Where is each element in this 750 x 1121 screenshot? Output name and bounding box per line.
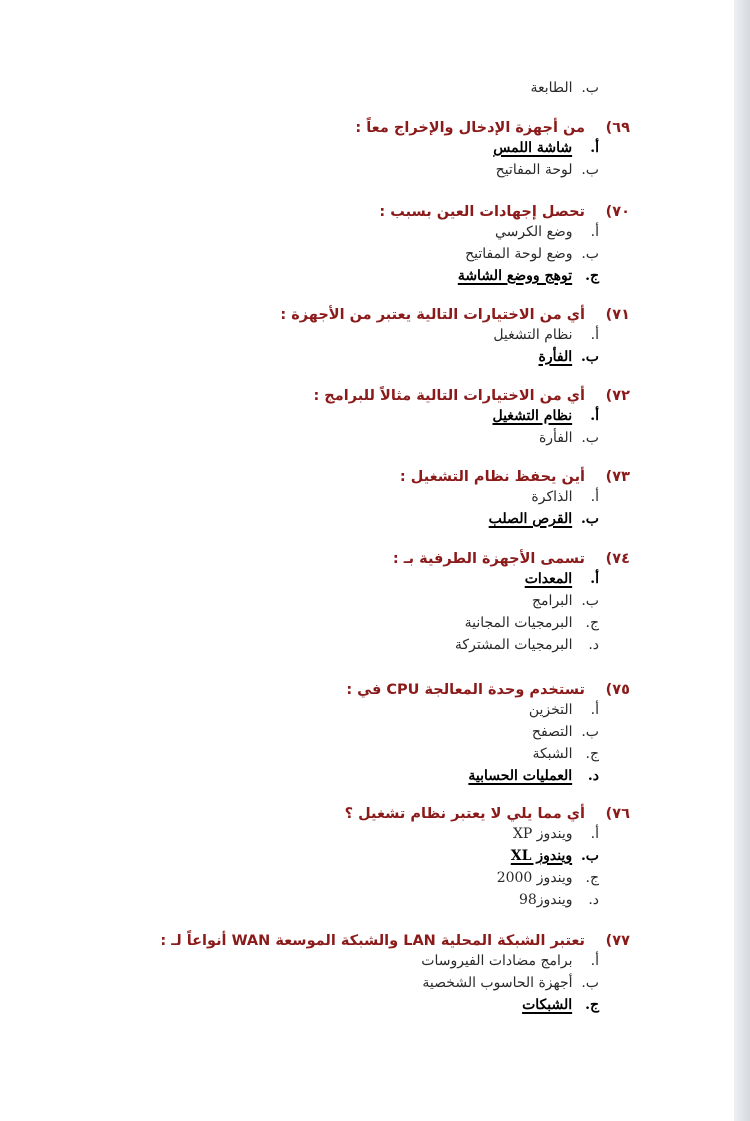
option: [421, 952, 599, 970]
option-text: ويندوز98: [518, 892, 573, 908]
option-text: شاشة اللمس: [493, 140, 573, 156]
question-heading: [345, 805, 630, 823]
option-text: لوحة المفاتيح: [495, 162, 573, 178]
option-letter: ج.: [585, 615, 599, 631]
option-text: برامج مضادات الفيروسات: [421, 953, 573, 969]
question-number: ٦٩): [605, 120, 630, 136]
question-number: ٧٧): [605, 933, 630, 949]
answer-option: [458, 267, 599, 285]
option-text: وضع لوحة المفاتيح: [465, 246, 573, 262]
answer-option: [492, 407, 599, 425]
answer-option: [511, 847, 599, 865]
question-heading: [346, 681, 630, 699]
answer-option: [525, 570, 599, 588]
option: [493, 326, 599, 344]
question-number: ٧٦): [605, 806, 630, 822]
option-letter: أ.: [590, 571, 599, 587]
option-text: الشبكة: [532, 746, 573, 762]
option-text: ويندوز XL: [510, 848, 573, 864]
question-text: تستخدم وحدة المعالجة CPU في :: [346, 682, 585, 698]
option-letter: ب.: [581, 162, 599, 178]
option-letter: ج.: [585, 746, 599, 762]
option-letter: أ.: [590, 408, 599, 424]
option-letter: ب.: [581, 975, 599, 991]
option: [529, 701, 599, 719]
option: [531, 488, 599, 506]
option-text: توهج ووضع الشاشة: [457, 268, 573, 284]
option-text: الفأرة: [538, 430, 573, 446]
option-letter: ب.: [580, 511, 599, 527]
option-letter: ب.: [581, 246, 599, 262]
answer-option: [539, 348, 599, 366]
question-number: ٧٤): [605, 551, 630, 567]
option-text: الشبكات: [522, 997, 573, 1013]
question-heading: [280, 306, 630, 324]
option-letter: أ.: [590, 489, 599, 505]
option: [465, 614, 599, 632]
question-text: أي مما يلي لا يعتبر نظام تشغيل ؟: [344, 806, 585, 822]
option: [532, 723, 599, 741]
option-text: التصفح: [531, 724, 573, 740]
question-text: أي من الاختيارات التالية يعتبر من الأجهزة :: [280, 307, 585, 323]
question-heading: [400, 468, 630, 486]
option-text: البرمجيات المشتركة: [454, 637, 573, 653]
option: [422, 974, 599, 992]
option-text: الطابعة: [530, 80, 573, 96]
option-letter: أ.: [590, 953, 599, 969]
option-text: العمليات الحسابية: [468, 768, 573, 784]
question-heading: [379, 203, 630, 221]
question-text: أين يحفظ نظام التشغيل :: [399, 469, 585, 485]
option-text: البرمجيات المجانية: [464, 615, 573, 631]
option: [465, 245, 599, 263]
option-text: الذاكرة: [531, 489, 573, 505]
option: [495, 223, 599, 241]
option-letter: أ.: [590, 224, 599, 240]
option: [530, 79, 599, 97]
page-edge: [734, 0, 750, 1121]
question-text: تسمى الأجهزة الطرفية بـ :: [392, 551, 585, 567]
option: [532, 745, 599, 763]
option: [513, 825, 599, 843]
option-letter: أ.: [590, 327, 599, 343]
question-text: من أجهزة الإدخال والإخراج معاً :: [355, 120, 585, 136]
question-number: ٧١): [605, 307, 630, 323]
option-text: أجهزة الحاسوب الشخصية: [422, 975, 573, 991]
option: [532, 592, 599, 610]
option-text: نظام التشغيل: [492, 408, 573, 424]
option-text: التخزين: [528, 702, 573, 718]
question-heading: [313, 387, 630, 405]
option-letter: ب.: [581, 430, 599, 446]
option: [496, 161, 599, 179]
question-heading: [160, 932, 630, 950]
option-letter: أ.: [590, 826, 599, 842]
question-number: ٧٠): [605, 204, 630, 220]
option-text: المعدات: [524, 571, 573, 587]
option-text: نظام التشغيل: [493, 327, 573, 343]
answer-option: [468, 767, 599, 785]
answer-option: [522, 996, 599, 1014]
question-number: ٧٣): [605, 469, 630, 485]
question-text: تعتبر الشبكة المحلية LAN والشبكة الموسعة WAN أنواعاً لـ :: [160, 933, 585, 949]
option: [539, 429, 599, 447]
option-letter: ب.: [580, 848, 599, 864]
option-letter: ب.: [581, 593, 599, 609]
question-number: ٧٢): [605, 388, 630, 404]
option-letter: ج.: [585, 870, 599, 886]
option-letter: ج.: [585, 997, 599, 1013]
option-text: القرص الصلب: [488, 511, 573, 527]
question-text: أي من الاختيارات التالية مثالاً للبرامج :: [313, 388, 585, 404]
option-text: الفأرة: [538, 349, 573, 365]
option-letter: ج.: [585, 268, 599, 284]
option-letter: د.: [588, 637, 599, 653]
option-text: ويندوز XP: [512, 826, 573, 842]
option: [519, 891, 599, 909]
option-text: وضع الكرسي: [494, 224, 573, 240]
option-letter: أ.: [590, 702, 599, 718]
option-text: البرامج: [532, 593, 573, 609]
option-letter: ب.: [581, 724, 599, 740]
option-letter: ب.: [581, 80, 599, 96]
question-heading: [393, 550, 630, 568]
question-number: ٧٥): [605, 682, 630, 698]
question-heading: [355, 119, 630, 137]
option: [455, 636, 599, 654]
option-letter: ب.: [580, 349, 599, 365]
question-text: تحصل إجهادات العين بسبب :: [379, 204, 585, 220]
answer-option: [493, 139, 599, 157]
option-letter: د.: [587, 768, 599, 784]
option-text: ويندوز 2000: [496, 870, 573, 886]
answer-option: [489, 510, 599, 528]
option: [497, 869, 599, 887]
option-letter: أ.: [590, 140, 599, 156]
option-letter: د.: [588, 892, 599, 908]
